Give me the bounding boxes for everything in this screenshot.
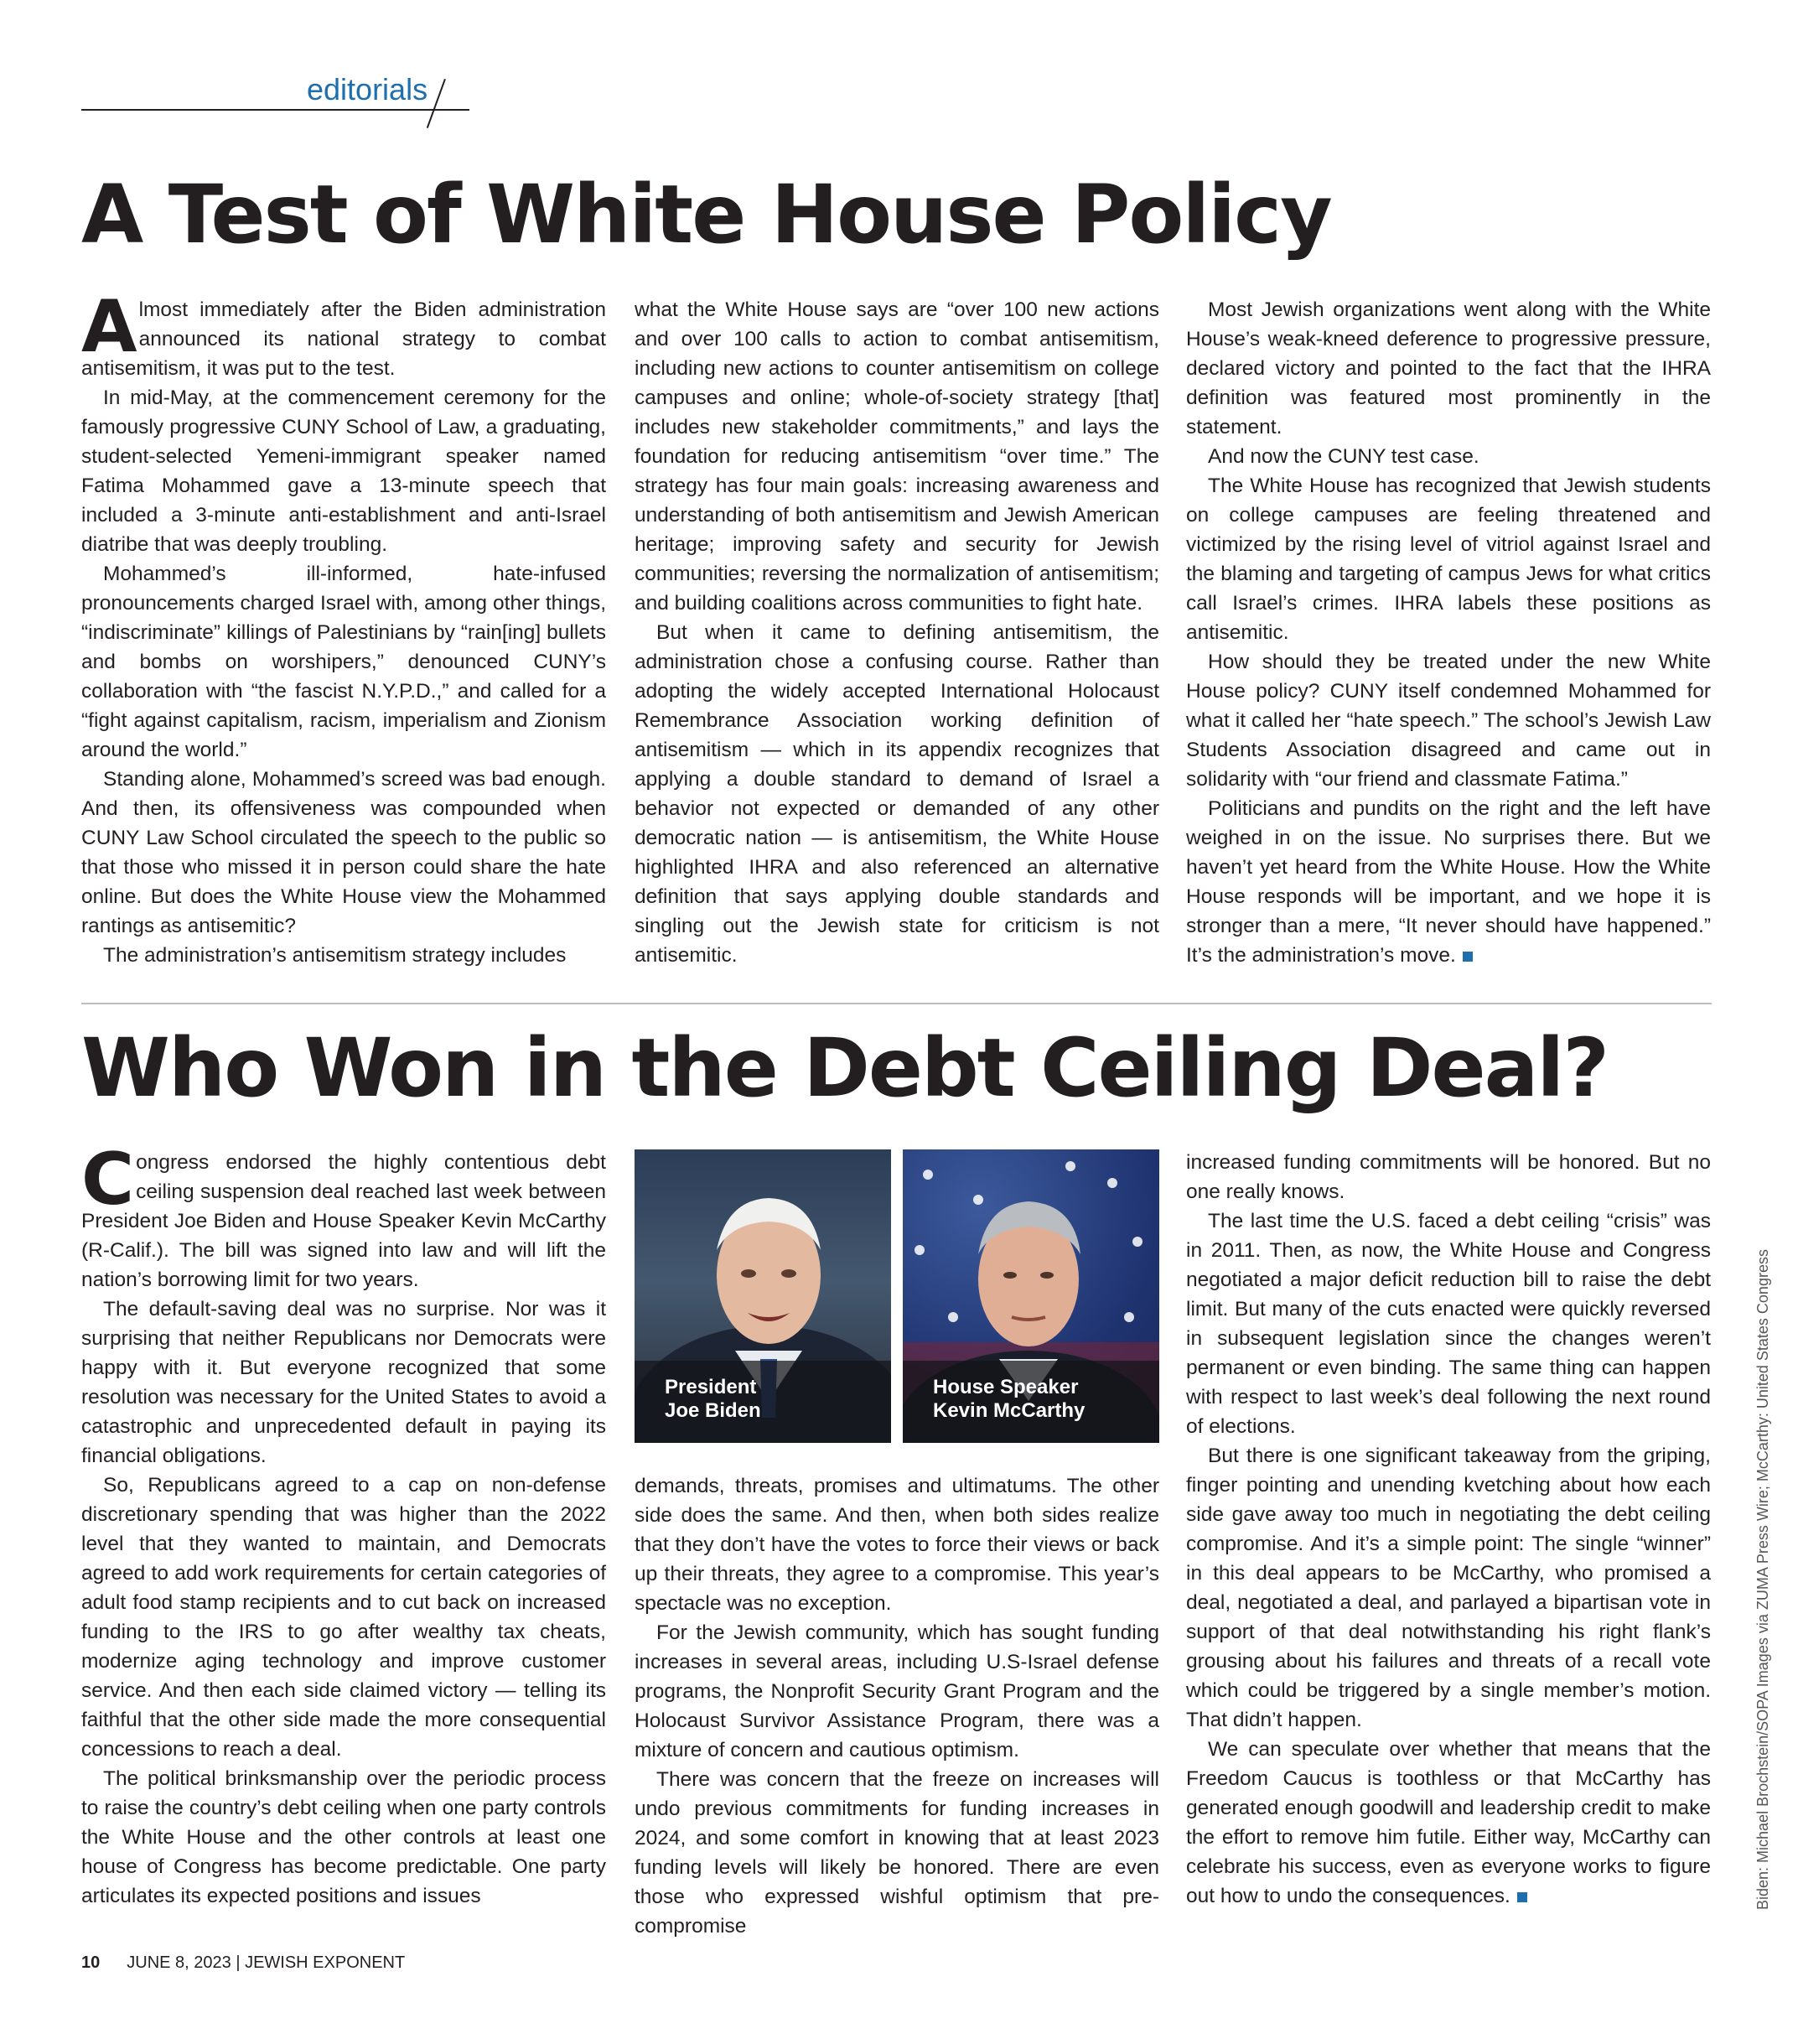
drop-cap: A	[81, 285, 137, 369]
paragraph: Politicians and pundits on the right and the left have weighed in on the issue. No surprises there. But we haven’t yet heard from the White House. How the White House responds will be important, and we hope it is stronger than a mere, “It never should have happened.” It’s the administration’s move.	[1186, 797, 1711, 967]
end-mark-icon	[1517, 1892, 1527, 1902]
section-rule	[81, 109, 469, 111]
paragraph: increased funding commitments will be honored. But no one really knows.	[1186, 1151, 1711, 1203]
article1-column-2	[635, 295, 1159, 970]
paragraph: Standing alone, Mohammed’s screed was bad enough. And then, its offensiveness was compounded when CUNY Law School circulated the speech to the public so that those who missed it in person could share the hate online. But does the White House view the Mohammed rantings as antisemitic?	[81, 768, 606, 937]
photo-kevin-mccarthy	[903, 1149, 1159, 1443]
paragraph: demands, threats, promises and ultimatums. The other side does the same. And then, when both sides realize that they don’t have the votes to force their views or back up their threats, they agree to a compromise. This year’s spectacle was no exception.	[635, 1475, 1159, 1615]
paragraph: The political brinksmanship over the periodic process to raise the country’s debt ceiling when one party controls the White House and the other controls at least one house of Congress has become predictable. One party articulates its expected positions and issues	[81, 1767, 606, 1907]
page-number: 10	[81, 1953, 101, 1972]
article2-column-2	[635, 1471, 1159, 1941]
photo-caption: President Joe Biden	[635, 1361, 891, 1443]
page-footer	[81, 1953, 405, 1973]
article2-column-1	[81, 1138, 606, 1911]
paragraph: But when it came to defining antisemitism, the administration chose a confusing course. Rather than adopting the widely accepted International Holocaust Remembrance Association working definition of antisemitism — which in its appendix recognizes that applying a double standard to demand of Israel a behavior not expected or demanded of any other democratic nation — is antisemitism, the White House highlighted IHRA and also referenced an alternative definition that says applying double standards and singling out the Jewish state for criticism is not antisemitic.	[635, 621, 1159, 967]
paragraph: Congress endorsed the highly contentious debt ceiling suspension deal reached last week between President Joe Biden and House Speaker Kevin McCarthy (R-Calif.). The bill was signed into law and will lift the nation’s borrowing limit for two years.	[81, 1138, 606, 1291]
paragraph: But there is one significant takeaway from the griping, finger pointing and unending kvetching about how each side gave away too much in negotiating the debt ceiling compromise. And it’s a simple point: The single “winner” in this deal appears to be McCarthy, who promised a deal, negotiated a deal, and parlayed a bipartisan vote in support of that deal notwithstanding his right flank’s grousing about his failures and threats of a recall vote which could be triggered by a single member’s motion. That didn’t happen.	[1186, 1445, 1711, 1731]
paragraph: The White House has recognized that Jewish students on college campuses are feeling threatened and victimized by the rising level of vitriol against Israel and the blaming and targeting of campus Jews for what critics call Israel’s crimes. IHRA labels these positions as antisemitic.	[1186, 475, 1711, 644]
paragraph: Mohammed’s ill-informed, hate-infused pronouncements charged Israel with, among other things, “indiscriminate” killings of Palestinians by “rain[ing] bullets and bombs on worshipers,” denounced CUNY’s collaboration with “the fascist N.Y.P.D.,” and called for a “fight against capitalism, racism, imperialism and Zionism around the world.”	[81, 563, 606, 761]
article-divider	[81, 1003, 1712, 1004]
headline-white-house-policy: A Test of White House Policy	[81, 168, 1331, 262]
article2-column-3	[1186, 1148, 1711, 1911]
paragraph: what the White House says are “over 100 new actions and over 100 calls to action to combat antisemitism, including new actions to counter antisemitism on college campuses and online; whole-of-society strategy [that] includes new stakeholder commitments,” and lays the foundation for reducing antisemitism “over time.” The strategy has four main goals: increasing awareness and understanding of both antisemitism and Jewish American heritage; improving safety and security for Jewish communities; reversing the normalization of antisemitism; and building coalitions across communities to fight hate.	[635, 298, 1159, 615]
paragraph: There was concern that the freeze on increases will undo previous commitments for funding increases in 2024, and some comfort in knowing that at least 2023 funding levels will likely be honored. There are even those who expressed wishful optimism that pre-compromise	[635, 1768, 1159, 1938]
photo-caption: House Speaker Kevin McCarthy	[903, 1361, 1159, 1443]
section-label: editorials	[307, 72, 428, 106]
paragraph: So, Republicans agreed to a cap on non-defense discretionary spending that was higher than the 2022 level that they wanted to maintain, and Democrats agreed to add work requirements for certain categories of adult food stamp recipients and to cut back on increased funding to the IRS to go after wealthy tax cheats, modernize aging technology and improve customer service. And then each side claimed victory — telling its faithful that the other side made the more consequential concessions to reach a deal.	[81, 1474, 606, 1761]
drop-cap: C	[81, 1138, 135, 1222]
paragraph: The administration’s antisemitism strategy includes	[103, 944, 567, 967]
paragraph: In mid-May, at the commencement ceremony for the famously progressive CUNY School of Law, a graduating, student-selected Yemeni-immigrant speaker named Fatima Mohammed gave a 13-minute speech that included a 3-minute anti-establishment and anti-Israel diatribe that was deeply troubling.	[81, 386, 606, 556]
photo-credit: Biden: Michael Brochstein/SOPA Images via ZUMA Press Wire; McCarthy: United States Congress	[1754, 1249, 1771, 1910]
paragraph: How should they be treated under the new White House policy? CUNY itself condemned Mohammed for what it called her “hate speech.” The school’s Jewish Law Students Association disagreed and came out in solidarity with “our friend and classmate Fatima.”	[1186, 651, 1711, 791]
paragraph: For the Jewish community, which has sought funding increases in several areas, including U.S-Israel defense programs, the Nonprofit Security Grant Program and the Holocaust Survivor Assistance Program, there was a mixture of concern and cautious optimism.	[635, 1621, 1159, 1761]
article1-column-3	[1186, 295, 1711, 970]
section-slash	[427, 79, 446, 128]
paragraph: The last time the U.S. faced a debt ceiling “crisis” was in 2011. Then, as now, the White House and Congress negotiated a major deficit reduction bill to raise the debt limit. But many of the cuts enacted were quickly reversed in subsequent legislation since the changes weren’t permanent or even binding. The same thing can happen with respect to last week’s deal following the next round of elections.	[1186, 1210, 1711, 1438]
paragraph: The default-saving deal was no surprise. Nor was it surprising that neither Republicans nor Democrats were happy with it. But everyone recognized that some resolution was necessary for the United States to avoid a catastrophic and unprecedented default in paying its financial obligations.	[81, 1298, 606, 1467]
footer-dateline: JUNE 8, 2023 | JEWISH EXPONENT	[127, 1953, 406, 1972]
article1-column-1	[81, 285, 606, 970]
paragraph: We can speculate over whether that means that the Freedom Caucus is toothless or that McCarthy has generated enough goodwill and leadership credit to make the effort to remove him futile. Either way, McCarthy can celebrate his success, even as everyone works to figure out how to undo the consequences.	[1186, 1738, 1711, 1907]
photo-joe-biden	[635, 1149, 891, 1443]
paragraph: And now the CUNY test case.	[1208, 445, 1479, 468]
headline-debt-ceiling: Who Won in the Debt Ceiling Deal?	[81, 1021, 1608, 1115]
end-mark-icon	[1463, 952, 1473, 962]
paragraph: Almost immediately after the Biden administration announced its national strategy to combat antisemitism, it was put to the test.	[81, 285, 606, 380]
paragraph: Most Jewish organizations went along with the White House’s weak-kneed deference to progressive pressure, declared victory and pointed to the fact that the IHRA definition was featured most prominently in the statement.	[1186, 298, 1711, 438]
